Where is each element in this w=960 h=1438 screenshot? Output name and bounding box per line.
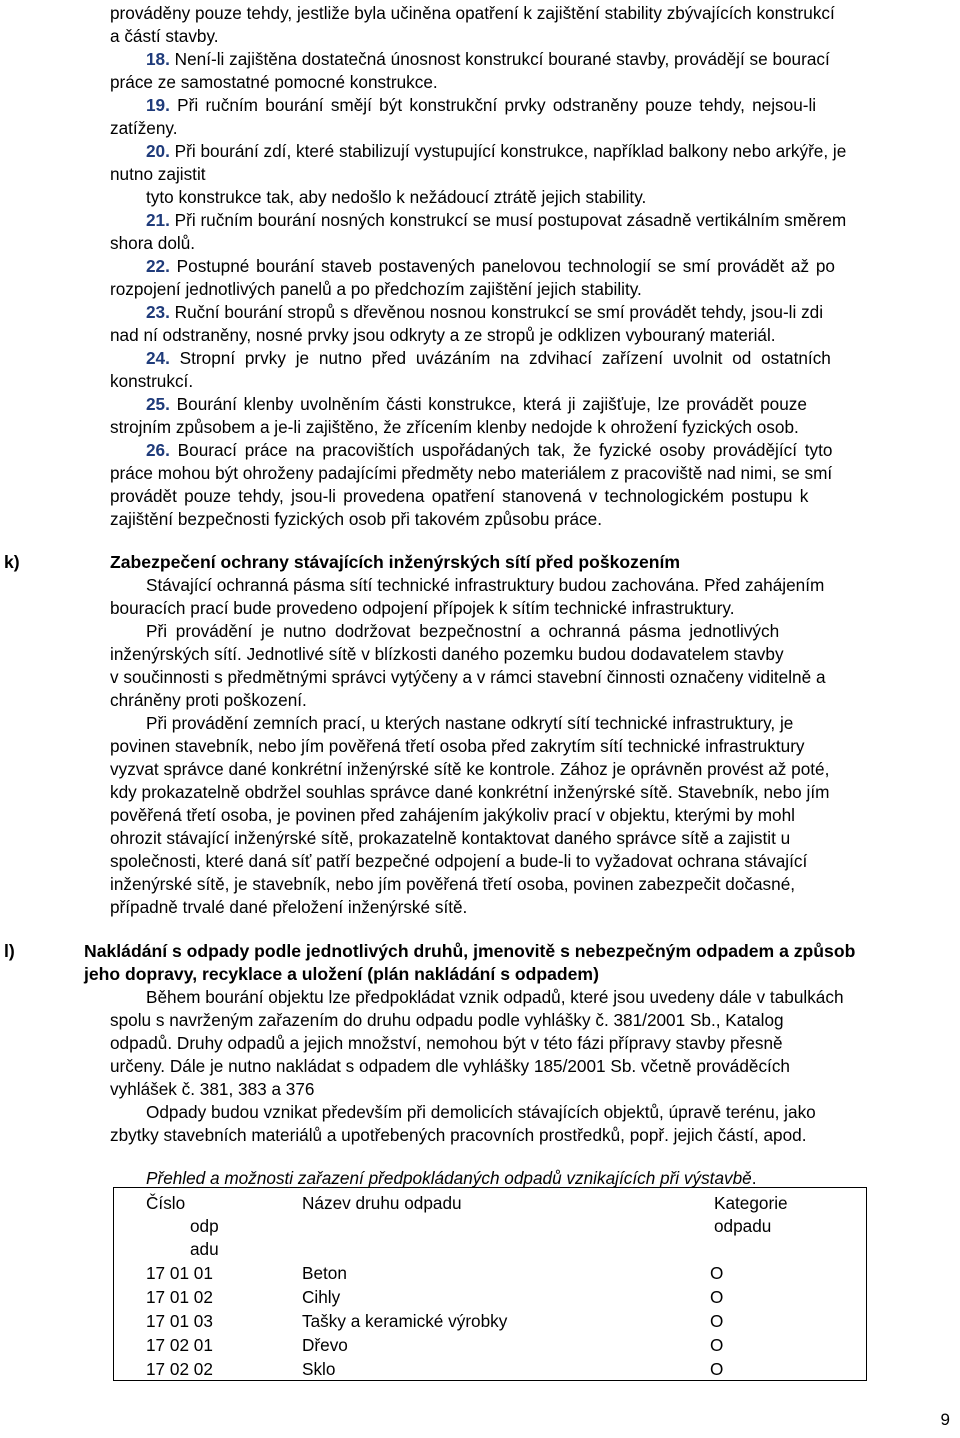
text-line: společnosti, které daná síť patří bezpečné odpojení a bude-li to vyžadovat ochrana stávající	[110, 851, 808, 871]
text-line: spolu s navrženým zařazením do druhu odpadu podle vyhlášky č. 381/2001 Sb., Katalog	[110, 1010, 784, 1030]
item-number: 18.	[146, 49, 170, 69]
header-name: Název druhu odpadu	[302, 1193, 462, 1213]
list-item-25	[146, 394, 807, 414]
text-line: nad ní odstraněny, nosné prvky jsou odkryty a ze stropů je odklizen vybouraný materiál.	[110, 325, 776, 345]
cell-name: Dřevo	[302, 1335, 348, 1355]
text-line: nutno zajistit	[110, 164, 206, 184]
section-letter: k)	[4, 552, 20, 572]
text-line: inženýrské sítě, je stavebník, nebo jím pověřená třetí osoba, povinen zabezpečit dočasné,	[110, 874, 796, 894]
text-line: tyto konstrukce tak, aby nedošlo k nežádoucí ztrátě jejich stability.	[146, 187, 647, 207]
item-text: Ruční bourání stropů s dřevěnou nosnou konstrukcí se smí provádět tehdy, jsou-li zdi	[169, 302, 824, 322]
text-line: a částí stavby.	[110, 26, 219, 46]
text-line: Odpady budou vznikat především při demolicích stávajících objektů, úpravě terénu, jako	[146, 1102, 816, 1122]
cell-category: O	[710, 1335, 724, 1355]
item-text: Není-li zajištěna dostatečná únosnost konstrukcí bourané stavby, provádějí se bourací	[169, 49, 830, 69]
cell-code: 17 02 02	[146, 1359, 213, 1379]
list-item-20	[146, 141, 846, 161]
item-text: Postupné bourání staveb postavených panelovou technologií se smí provádět až po	[169, 256, 835, 276]
text-line: ohrozit stávající inženýrské sítě, prokazatelně kontaktovat daného správce sítě a zajistit u	[110, 828, 791, 848]
text-line: Při provádění je nutno dodržovat bezpečnostní a ochranná pásma jednotlivých	[146, 621, 780, 641]
section-heading: Nakládání s odpady podle jednotlivých druhů, jmenovitě s nebezpečným odpadem a způsob	[84, 941, 856, 961]
header-number-cont: adu	[190, 1239, 219, 1259]
list-item-21	[146, 210, 846, 230]
text-line: konstrukcí.	[110, 371, 194, 391]
item-number: 23.	[146, 302, 170, 322]
list-item-24	[146, 348, 831, 368]
text-line: práce ze samostatné pomocné konstrukce.	[110, 72, 438, 92]
text-line: odpadů. Druhy odpadů a jejich množství, nemohou být v této fázi přípravy stavby přesně	[110, 1033, 783, 1053]
header-category-cont: odpadu	[714, 1216, 772, 1236]
item-number: 26.	[146, 440, 170, 460]
item-number: 24.	[146, 348, 170, 368]
caption-end: .	[751, 1168, 757, 1188]
cell-code: 17 01 03	[146, 1311, 213, 1331]
text-line: rozpojení jednotlivých panelů a po předchozím zajištění jejich stability.	[110, 279, 642, 299]
item-number: 19.	[146, 95, 170, 115]
text-line: Během bourání objektu lze předpokládat vznik odpadů, které jsou uvedeny dále v tabulkách	[146, 987, 844, 1007]
text-line: zbytky stavebních materiálů a upotřebených pracovních prostředků, popř. jejich částí, apod.	[110, 1125, 807, 1145]
item-number: 25.	[146, 394, 170, 414]
list-item-26	[146, 440, 832, 460]
text-line: vyzvat správce dané konkrétní inženýrské sítě ke kontrole. Zához je oprávněn provést až poté,	[110, 759, 830, 779]
item-number: 20.	[146, 141, 170, 161]
header-category: Kategorie	[714, 1193, 788, 1213]
text-line: určeny. Dále je nutno nakládat s odpadem dle vyhlášky 185/2001 Sb. včetně prováděcích	[110, 1056, 790, 1076]
header-number: Číslo	[146, 1193, 186, 1213]
text-line: strojním způsobem a je-li zajištěno, že zřícením klenby nedojde k ohrožení fyzických osob.	[110, 417, 799, 437]
text-line: zatíženy.	[110, 118, 178, 138]
cell-name: Beton	[302, 1263, 347, 1283]
page-number: 9	[940, 1410, 950, 1429]
item-text: Při ručním bourání nosných konstrukcí se musí postupovat zásadně vertikálním směrem	[169, 210, 847, 230]
text-line: zajištění bezpečnosti fyzických osob při takovém způsobu práce.	[110, 509, 603, 529]
header-number-cont: odp	[190, 1216, 219, 1236]
list-item-22	[146, 256, 835, 276]
text-line: bouracích prací bude provedeno odpojení přípojek k sítím technické infrastruktury.	[110, 598, 735, 618]
text-line: v součinnosti s předmětnými správci vytýčeny a v rámci stavební činnosti označeny viditelně a	[110, 667, 826, 687]
cell-name: Tašky a keramické výrobky	[302, 1311, 508, 1331]
item-number: 21.	[146, 210, 170, 230]
item-text: Stropní prvky je nutno před uvázáním na zdvihací zařízení uvolnit od ostatních	[169, 348, 831, 368]
cell-code: 17 01 02	[146, 1287, 213, 1307]
caption-text: Přehled a možnosti zařazení předpokládaných odpadů vznikajících při výstavbě	[146, 1168, 752, 1188]
text-line: práce mohou být ohroženy padajícími předměty nebo materiálem z pracoviště nad nimi, se smí	[110, 463, 833, 483]
cell-name: Sklo	[302, 1359, 336, 1379]
text-line: chráněny proti poškození.	[110, 690, 307, 710]
list-item-19	[146, 95, 956, 115]
section-heading-cont: jeho dopravy, recyklace a uložení (plán nakládání s odpadem)	[84, 964, 599, 984]
cell-category: O	[710, 1287, 724, 1307]
text-line: inženýrských sítí. Jednotlivé sítě v blízkosti daného pozemku budou dodavatelem stavby	[110, 644, 784, 664]
cell-category: O	[710, 1359, 724, 1379]
section-heading: Zabezpečení ochrany stávajících inženýrských sítí před poškozením	[110, 552, 681, 572]
cell-category: O	[710, 1263, 724, 1283]
text-line: pověřená třetí osoba, je povinen před zahájením jakýkoliv prací v objektu, kterými by mohl	[110, 805, 795, 825]
text-line: případně trvalé dané přeložení inženýrské sítě.	[110, 897, 468, 917]
cell-code: 17 01 01	[146, 1263, 213, 1283]
text-line: prováděny pouze tehdy, jestliže byla učiněna opatření k zajištění stability zbývajících konstrukcí	[110, 3, 835, 23]
cell-name: Cihly	[302, 1287, 341, 1307]
waste-table	[113, 1187, 867, 1381]
list-item-23	[146, 302, 823, 322]
text-line: povinen stavebník, nebo jím pověřená třetí osoba před zakrytím sítí technické infrastruktury	[110, 736, 805, 756]
item-text: Bourání klenby uvolněním části konstrukce, která ji zajišťuje, lze provádět pouze	[169, 394, 807, 414]
item-text: Při ručním bourání smějí být konstrukční prvky odstraněny pouze tehdy, nejsou-li	[169, 95, 817, 115]
cell-code: 17 02 01	[146, 1335, 213, 1355]
text-line: kdy prokazatelně obdržel souhlas správce dané konkrétní inženýrské sítě. Stavebník, nebo jím	[110, 782, 830, 802]
text-line: Stávající ochranná pásma sítí technické infrastruktury budou zachována. Před zahájením	[146, 575, 825, 595]
table-caption	[146, 1168, 757, 1188]
cell-category: O	[710, 1311, 724, 1331]
text-line: shora dolů.	[110, 233, 196, 253]
text-line: provádět pouze tehdy, jsou-li provedena opatření stanovená v technologickém postupu k	[110, 486, 809, 506]
text-line: Při provádění zemních prací, u kterých nastane odkrytí sítí technické infrastruktury, je	[146, 713, 794, 733]
item-text: Při bourání zdí, které stabilizují vystupující konstrukce, například balkony nebo arkýře, je	[169, 141, 847, 161]
section-letter: l)	[4, 941, 15, 961]
item-text: Bourací práce na pracovištích uspořádaných tak, že fyzické osoby provádějící tyto	[169, 440, 833, 460]
list-item-18	[146, 49, 956, 69]
text-line: vyhlášek č. 381, 383 a 376	[110, 1079, 315, 1099]
item-number: 22.	[146, 256, 170, 276]
